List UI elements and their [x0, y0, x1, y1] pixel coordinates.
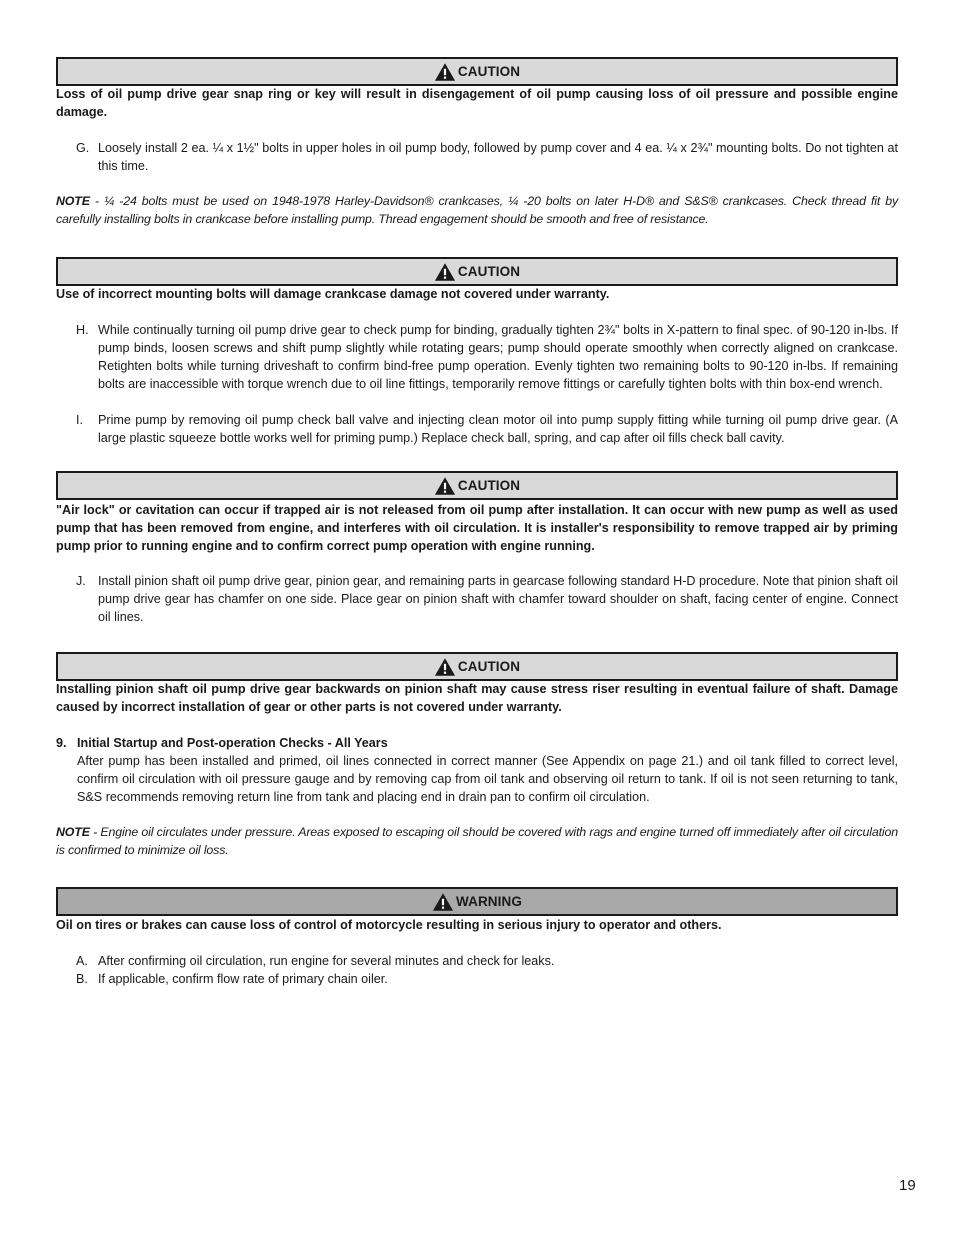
- caution-text: "Air lock" or cavitation can occur if trapped air is not released from oil pump after installation. It can occur with new pump as well as used pump that has been removed from engine, and interferes with oil circulation. It is installer's responsibility to remove trapped air by priming pump prior to running engine and to confirm correct pump operation with engine running.: [56, 503, 898, 553]
- section-text: After pump has been installed and primed, oil lines connected in correct manner (See Appendix on page 21.) and oil tank filled to correct level, confirm oil circulation with oil pressure gauge and by removing cap from oil tank and observing oil return to tank. If oil is not seen returning to tank, S&S recommends removing return line from tank and placing end in drain pan to confirm oil circulation.: [77, 754, 898, 804]
- step-letter: J.: [76, 574, 86, 588]
- caution-label: CAUTION: [457, 64, 521, 79]
- warning-triangle-icon: [434, 657, 456, 677]
- caution-banner: [56, 257, 898, 286]
- step-text: Install pinion shaft oil pump drive gear, pinion gear, and remaining parts in gearcase following standard H-D procedure. Note that pinion shaft oil pump drive gear has chamfer on one side. Place gear on pinion shaft with chamfer toward shoulder on shaft, facing center of engine. Connect oil lines.: [98, 574, 898, 624]
- step-letter: H.: [76, 323, 89, 337]
- step-letter: G.: [76, 141, 90, 155]
- note-text: - Engine oil circulates under pressure. Areas exposed to escaping oil should be covered with rags and engine turned off immediately after oil circulation is confirmed to minimize oil loss.: [56, 825, 898, 857]
- warning-banner: [56, 887, 898, 916]
- step-text: Prime pump by removing oil pump check ball valve and injecting clean motor oil into pump supply fitting while turning oil pump drive gear. (A large plastic squeeze bottle works well for priming pump.) Replace check ball, spring, and cap after oil fills check ball cavity.: [98, 413, 898, 445]
- note-label: NOTE: [56, 825, 90, 839]
- step-text: After confirming oil circulation, run engine for several minutes and check for leaks.: [98, 954, 555, 968]
- section-title: Initial Startup and Post-operation Checks - All Years: [77, 736, 388, 750]
- step-text: Loosely install 2 ea. ¼ x 1½" bolts in upper holes in oil pump body, followed by pump cover and 4 ea. ¼ x 2¾" mounting bolts. Do not tighten at this time.: [98, 141, 898, 173]
- warning-triangle-icon: [432, 892, 454, 912]
- warning-triangle-icon: [434, 62, 456, 82]
- caution-text: Loss of oil pump drive gear snap ring or key will result in disengagement of oil pump causing loss of oil pressure and possible engine damage.: [56, 87, 898, 119]
- step-letter: I.: [76, 413, 83, 427]
- warning-label: WARNING: [456, 894, 522, 909]
- caution-text: Installing pinion shaft oil pump drive gear backwards on pinion shaft may cause stress riser resulting in eventual failure of shaft. Damage caused by incorrect installation of gear or other parts is not covered under warranty.: [56, 682, 898, 714]
- step-g: [76, 139, 898, 175]
- step-letter: B.: [76, 972, 88, 986]
- step-h: [76, 321, 898, 393]
- step-letter: A.: [76, 954, 88, 968]
- note-text: - ¼ -24 bolts must be used on 1948-1978 Harley-Davidson® crankcases, ¼ -20 bolts on later H-D® and S&S® crankcases. Check thread fit by carefully installing bolts in crankcase before installing pump. Thread engagement should be smooth and free of resistance.: [56, 194, 898, 226]
- note-label: NOTE: [56, 194, 90, 208]
- step-i: [76, 411, 898, 447]
- step-text: If applicable, confirm flow rate of primary chain oiler.: [98, 972, 388, 986]
- section-heading: [56, 734, 388, 752]
- caution-label: CAUTION: [457, 659, 521, 674]
- page-number: 19: [899, 1177, 916, 1194]
- warning-triangle-icon: [434, 476, 456, 496]
- section-number: 9.: [56, 736, 67, 750]
- caution-text: Use of incorrect mounting bolts will damage crankcase damage not covered under warranty.: [56, 287, 610, 301]
- caution-banner: [56, 57, 898, 86]
- caution-label: CAUTION: [457, 478, 521, 493]
- caution-banner: [56, 471, 898, 500]
- warning-triangle-icon: [434, 262, 456, 282]
- step-b: [76, 970, 898, 988]
- note-paragraph: [56, 192, 898, 228]
- step-j: [76, 572, 898, 626]
- caution-banner: [56, 652, 898, 681]
- note-paragraph: [56, 823, 898, 859]
- step-a: [76, 952, 898, 970]
- warning-text: Oil on tires or brakes can cause loss of control of motorcycle resulting in serious injury to operator and others.: [56, 918, 722, 932]
- caution-label: CAUTION: [457, 264, 521, 279]
- step-text: While continually turning oil pump drive gear to check pump for binding, gradually tighten 2¾" bolts in X-pattern to final spec. of 90-120 in-lbs. If pump binds, loosen screws and shift pump slightly while rotating gears; pump should operate smoothly when correctly aligned on crankcase. Retighten bolts while turning driveshaft to confirm bind-free pump operation. Evenly tighten two remaining bolts to 90-120 in-lbs. If remaining bolts are inaccessible with torque wrench due to oil line fittings, temporarily remove fittings or carefully tighten bolts with thin box-end wrench.: [98, 323, 898, 391]
